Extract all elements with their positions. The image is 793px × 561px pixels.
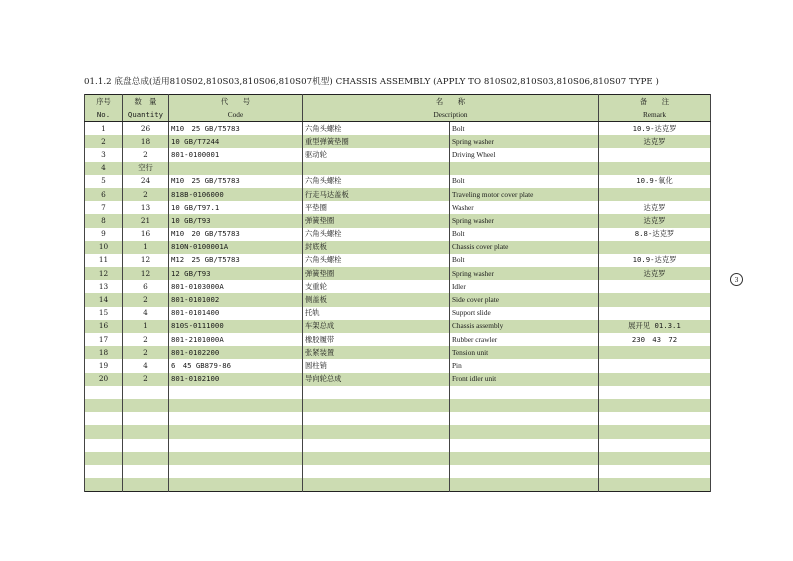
row-name-cn: 六角头螺栓 bbox=[303, 228, 450, 241]
empty-cell bbox=[85, 412, 123, 425]
empty-cell bbox=[123, 399, 169, 412]
empty-cell bbox=[169, 465, 303, 478]
row-code: 818B-0106000 bbox=[169, 188, 303, 201]
empty-cell bbox=[599, 412, 711, 425]
empty-cell bbox=[123, 465, 169, 478]
header-qty-en: Quantity bbox=[123, 108, 169, 122]
row-name-cn: 圆柱销 bbox=[303, 359, 450, 372]
empty-cell bbox=[169, 425, 303, 438]
table-row bbox=[85, 122, 711, 136]
row-no: 7 bbox=[85, 201, 123, 214]
row-qty: 1 bbox=[123, 320, 169, 333]
row-qty: 26 bbox=[123, 122, 169, 136]
empty-cell bbox=[599, 478, 711, 492]
table-row bbox=[85, 241, 711, 254]
row-name-cn: 行走马达盖板 bbox=[303, 188, 450, 201]
empty-cell bbox=[599, 439, 711, 452]
empty-cell bbox=[85, 452, 123, 465]
table-row bbox=[85, 254, 711, 267]
empty-cell bbox=[85, 478, 123, 492]
empty-cell bbox=[85, 465, 123, 478]
table-row bbox=[85, 307, 711, 320]
row-name-cn: 橡胶履带 bbox=[303, 333, 450, 346]
row-remark: 达克罗 bbox=[599, 201, 711, 214]
row-remark bbox=[599, 148, 711, 161]
table-row bbox=[85, 373, 711, 386]
row-code: 801-2101000A bbox=[169, 333, 303, 346]
row-remark bbox=[599, 162, 711, 175]
table-row bbox=[85, 333, 711, 346]
row-qty: 2 bbox=[123, 333, 169, 346]
empty-row bbox=[85, 425, 711, 438]
row-code: 6 45 GB879-86 bbox=[169, 359, 303, 372]
row-no: 5 bbox=[85, 175, 123, 188]
row-remark bbox=[599, 307, 711, 320]
table-row bbox=[85, 267, 711, 280]
row-remark bbox=[599, 241, 711, 254]
row-qty: 空行 bbox=[123, 162, 169, 175]
empty-cell bbox=[450, 439, 599, 452]
row-code: M10 20 GB/T5783 bbox=[169, 228, 303, 241]
row-no: 13 bbox=[85, 280, 123, 293]
row-no: 12 bbox=[85, 267, 123, 280]
row-no: 18 bbox=[85, 346, 123, 359]
row-desc-en: Bolt bbox=[450, 122, 599, 136]
empty-cell bbox=[450, 412, 599, 425]
row-desc-en: Washer bbox=[450, 201, 599, 214]
empty-cell bbox=[123, 412, 169, 425]
row-remark bbox=[599, 346, 711, 359]
table-row bbox=[85, 359, 711, 372]
empty-cell bbox=[85, 399, 123, 412]
row-no: 2 bbox=[85, 135, 123, 148]
row-qty: 24 bbox=[123, 175, 169, 188]
row-qty: 6 bbox=[123, 280, 169, 293]
row-code: 801-0102200 bbox=[169, 346, 303, 359]
parts-table bbox=[84, 94, 711, 492]
row-name-cn bbox=[303, 162, 450, 175]
empty-cell bbox=[303, 465, 450, 478]
empty-cell bbox=[450, 465, 599, 478]
row-name-cn: 六角头螺栓 bbox=[303, 254, 450, 267]
row-desc-en: Bolt bbox=[450, 175, 599, 188]
row-code: 801-0103000A bbox=[169, 280, 303, 293]
row-name-cn: 导向轮总成 bbox=[303, 373, 450, 386]
row-desc-en: Pin bbox=[450, 359, 599, 372]
empty-cell bbox=[450, 452, 599, 465]
row-no: 8 bbox=[85, 214, 123, 227]
row-desc-en: Spring washer bbox=[450, 267, 599, 280]
empty-cell bbox=[450, 425, 599, 438]
table-row bbox=[85, 228, 711, 241]
header-desc-en: Description bbox=[303, 108, 599, 122]
row-desc-en bbox=[450, 162, 599, 175]
empty-cell bbox=[85, 439, 123, 452]
empty-cell bbox=[169, 386, 303, 399]
row-qty: 2 bbox=[123, 346, 169, 359]
header-name-cn: 名 称 bbox=[303, 95, 599, 109]
row-name-cn: 侧盖板 bbox=[303, 293, 450, 306]
table-row bbox=[85, 201, 711, 214]
empty-cell bbox=[599, 452, 711, 465]
row-qty: 12 bbox=[123, 267, 169, 280]
row-desc-en: Front idler unit bbox=[450, 373, 599, 386]
row-desc-en: Bolt bbox=[450, 228, 599, 241]
row-no: 10 bbox=[85, 241, 123, 254]
empty-row bbox=[85, 478, 711, 492]
empty-cell bbox=[169, 478, 303, 492]
header-row-en bbox=[85, 108, 711, 122]
empty-cell bbox=[303, 412, 450, 425]
row-desc-en: Traveling motor cover plate bbox=[450, 188, 599, 201]
row-desc-en: Idler bbox=[450, 280, 599, 293]
table-row bbox=[85, 162, 711, 175]
empty-row bbox=[85, 452, 711, 465]
row-desc-en: Rubber crawler bbox=[450, 333, 599, 346]
empty-cell bbox=[303, 478, 450, 492]
empty-cell bbox=[123, 425, 169, 438]
empty-cell bbox=[599, 399, 711, 412]
empty-cell bbox=[303, 425, 450, 438]
row-code bbox=[169, 162, 303, 175]
table-row bbox=[85, 214, 711, 227]
row-name-cn: 平垫圈 bbox=[303, 201, 450, 214]
header-no-cn: 序号 bbox=[85, 95, 123, 109]
row-code: 12 GB/T93 bbox=[169, 267, 303, 280]
page-number: 3 bbox=[730, 273, 743, 286]
table-row bbox=[85, 280, 711, 293]
row-qty: 2 bbox=[123, 188, 169, 201]
row-remark: 达克罗 bbox=[599, 267, 711, 280]
empty-cell bbox=[599, 465, 711, 478]
header-code-en: Code bbox=[169, 108, 303, 122]
table-row bbox=[85, 320, 711, 333]
header-no-en: No. bbox=[85, 108, 123, 122]
row-remark bbox=[599, 373, 711, 386]
row-remark: 10.9-达克罗 bbox=[599, 254, 711, 267]
row-no: 15 bbox=[85, 307, 123, 320]
empty-cell bbox=[169, 439, 303, 452]
row-desc-en: Spring washer bbox=[450, 214, 599, 227]
row-no: 14 bbox=[85, 293, 123, 306]
table-row bbox=[85, 135, 711, 148]
row-remark: 10.9-达克罗 bbox=[599, 122, 711, 136]
row-qty: 21 bbox=[123, 214, 169, 227]
empty-cell bbox=[169, 412, 303, 425]
row-no: 4 bbox=[85, 162, 123, 175]
empty-cell bbox=[599, 425, 711, 438]
empty-cell bbox=[85, 386, 123, 399]
row-qty: 2 bbox=[123, 148, 169, 161]
empty-cell bbox=[123, 478, 169, 492]
empty-cell bbox=[303, 399, 450, 412]
header-remark-cn: 备 注 bbox=[599, 95, 711, 109]
empty-row bbox=[85, 386, 711, 399]
row-remark: 达克罗 bbox=[599, 135, 711, 148]
empty-row bbox=[85, 399, 711, 412]
table-row bbox=[85, 148, 711, 161]
row-remark: 8.8-达克罗 bbox=[599, 228, 711, 241]
empty-cell bbox=[599, 386, 711, 399]
row-no: 6 bbox=[85, 188, 123, 201]
empty-cell bbox=[450, 399, 599, 412]
empty-cell bbox=[169, 452, 303, 465]
row-code: 801-0101400 bbox=[169, 307, 303, 320]
row-qty: 18 bbox=[123, 135, 169, 148]
row-remark bbox=[599, 280, 711, 293]
header-code-cn: 代 号 bbox=[169, 95, 303, 109]
empty-cell bbox=[85, 425, 123, 438]
table-row bbox=[85, 175, 711, 188]
row-name-cn: 封底板 bbox=[303, 241, 450, 254]
row-qty: 1 bbox=[123, 241, 169, 254]
row-no: 9 bbox=[85, 228, 123, 241]
parts-table-body bbox=[85, 122, 711, 492]
row-remark bbox=[599, 293, 711, 306]
row-name-cn: 弹簧垫圈 bbox=[303, 267, 450, 280]
empty-row bbox=[85, 465, 711, 478]
row-qty: 13 bbox=[123, 201, 169, 214]
row-no: 16 bbox=[85, 320, 123, 333]
row-remark bbox=[599, 188, 711, 201]
row-name-cn: 驱动轮 bbox=[303, 148, 450, 161]
row-desc-en: Driving Wheel bbox=[450, 148, 599, 161]
row-code: 10 GB/T93 bbox=[169, 214, 303, 227]
empty-cell bbox=[123, 386, 169, 399]
header-qty-cn: 数 量 bbox=[123, 95, 169, 109]
empty-cell bbox=[303, 439, 450, 452]
row-qty: 16 bbox=[123, 228, 169, 241]
row-no: 17 bbox=[85, 333, 123, 346]
row-qty: 2 bbox=[123, 373, 169, 386]
row-code: 810S-0111000 bbox=[169, 320, 303, 333]
row-remark: 230 43 72 bbox=[599, 333, 711, 346]
page-title: 01.1.2 底盘总成(适用810S02,810S03,810S06,810S07机型) CHASSIS ASSEMBLY (APPLY TO 810S02,810S03,810S06,810S07 TYPE ) bbox=[84, 77, 659, 87]
header-row-cn bbox=[85, 95, 711, 109]
row-desc-en: Tension unit bbox=[450, 346, 599, 359]
row-name-cn: 支重轮 bbox=[303, 280, 450, 293]
row-name-cn: 张紧装置 bbox=[303, 346, 450, 359]
empty-cell bbox=[123, 452, 169, 465]
row-desc-en: Side cover plate bbox=[450, 293, 599, 306]
row-code: 10 GB/T7244 bbox=[169, 135, 303, 148]
row-name-cn: 六角头螺栓 bbox=[303, 175, 450, 188]
row-code: 810N-0100001A bbox=[169, 241, 303, 254]
row-no: 3 bbox=[85, 148, 123, 161]
row-code: 801-0101002 bbox=[169, 293, 303, 306]
row-no: 19 bbox=[85, 359, 123, 372]
row-remark: 达克罗 bbox=[599, 214, 711, 227]
empty-cell bbox=[123, 439, 169, 452]
row-remark: 展开见 01.3.1 bbox=[599, 320, 711, 333]
row-desc-en: Spring washer bbox=[450, 135, 599, 148]
empty-cell bbox=[169, 399, 303, 412]
empty-row bbox=[85, 439, 711, 452]
row-no: 1 bbox=[85, 122, 123, 136]
row-code: 10 GB/T97.1 bbox=[169, 201, 303, 214]
row-code: M10 25 GB/T5783 bbox=[169, 122, 303, 136]
row-name-cn: 重型弹簧垫圈 bbox=[303, 135, 450, 148]
row-desc-en: Support slide bbox=[450, 307, 599, 320]
row-desc-en: Chassis assembly bbox=[450, 320, 599, 333]
empty-cell bbox=[450, 478, 599, 492]
row-qty: 2 bbox=[123, 293, 169, 306]
row-code: M10 25 GB/T5783 bbox=[169, 175, 303, 188]
table-row bbox=[85, 188, 711, 201]
empty-cell bbox=[303, 452, 450, 465]
row-name-cn: 车架总成 bbox=[303, 320, 450, 333]
row-no: 20 bbox=[85, 373, 123, 386]
row-qty: 4 bbox=[123, 307, 169, 320]
empty-row bbox=[85, 412, 711, 425]
row-remark bbox=[599, 359, 711, 372]
empty-cell bbox=[450, 386, 599, 399]
row-name-cn: 六角头螺栓 bbox=[303, 122, 450, 136]
row-desc-en: Bolt bbox=[450, 254, 599, 267]
row-code: 801-0100001 bbox=[169, 148, 303, 161]
row-name-cn: 弹簧垫圈 bbox=[303, 214, 450, 227]
empty-cell bbox=[303, 386, 450, 399]
row-code: M12 25 GB/T5783 bbox=[169, 254, 303, 267]
row-no: 11 bbox=[85, 254, 123, 267]
row-desc-en: Chassis cover plate bbox=[450, 241, 599, 254]
row-remark: 10.9-氧化 bbox=[599, 175, 711, 188]
table-row bbox=[85, 293, 711, 306]
row-code: 801-0102100 bbox=[169, 373, 303, 386]
header-remark-en: Remark bbox=[599, 108, 711, 122]
table-row bbox=[85, 346, 711, 359]
row-name-cn: 托轨 bbox=[303, 307, 450, 320]
row-qty: 12 bbox=[123, 254, 169, 267]
row-qty: 4 bbox=[123, 359, 169, 372]
